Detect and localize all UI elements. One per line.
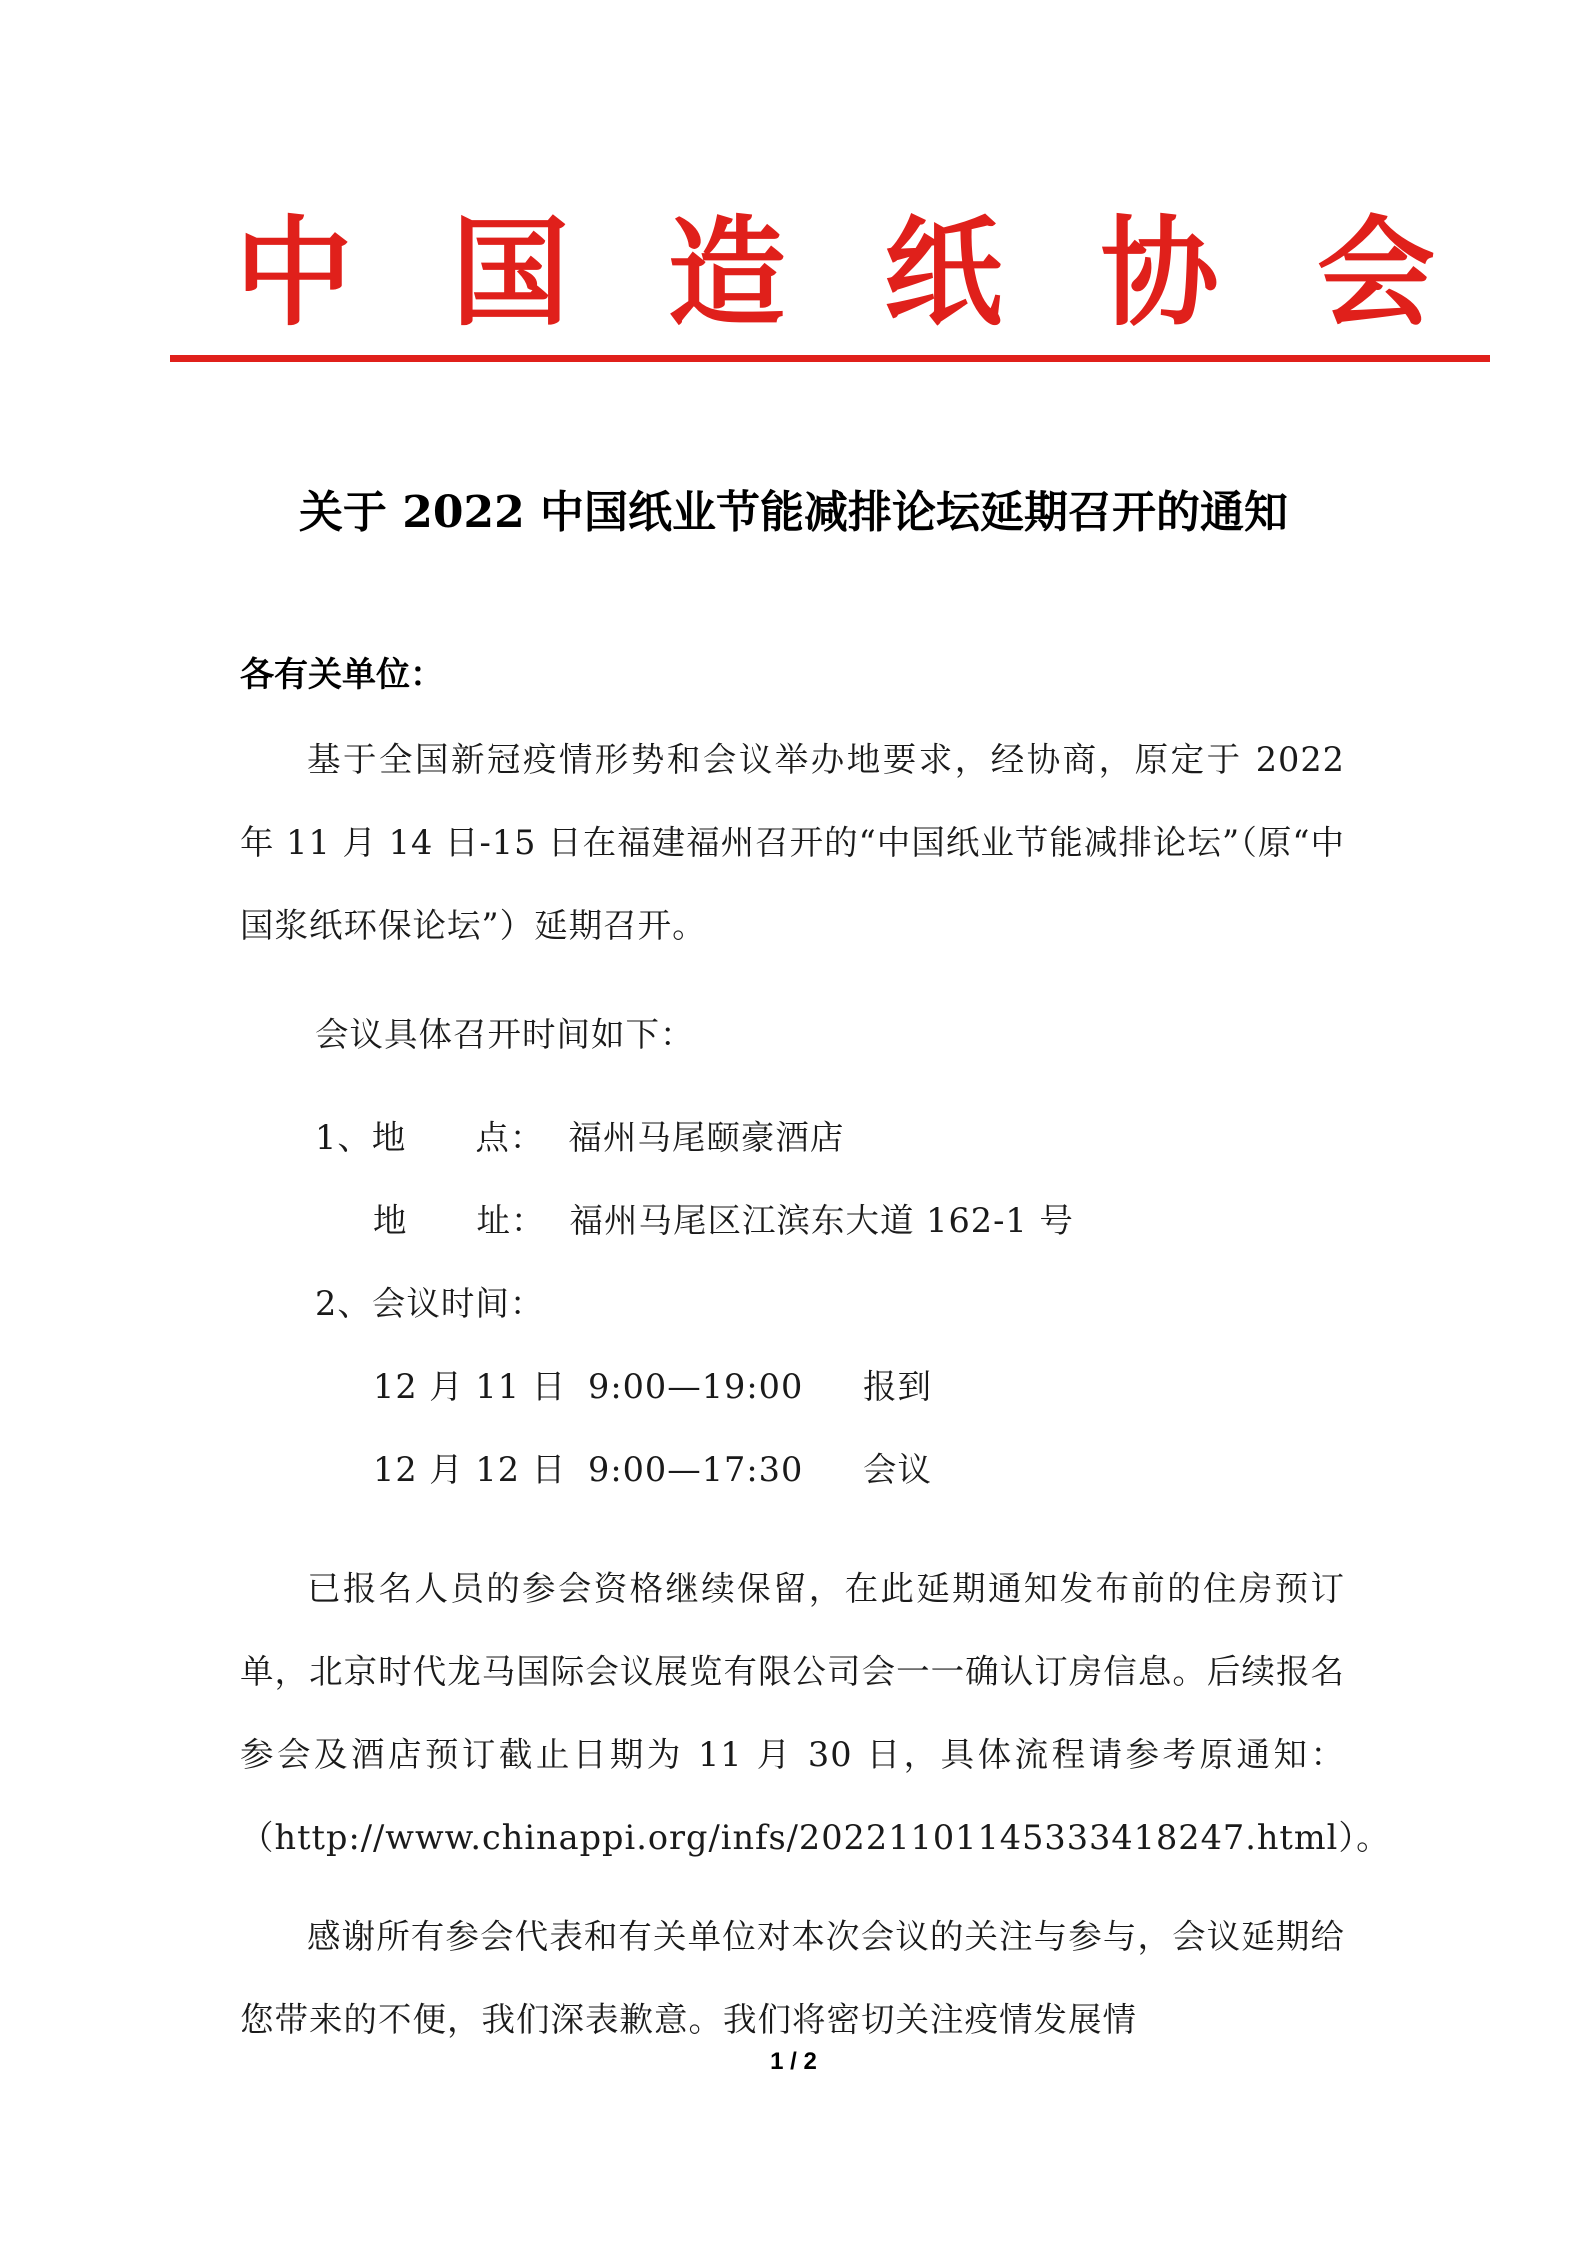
address-value: 福州马尾区江滨东大道 162-1 号 — [569, 1201, 1074, 1240]
schedule-row — [373, 1362, 932, 1412]
paragraph-postponement: 基于全国新冠疫情形势和会议举办地要求，经协商，原定于 2022 年 11 月 14 日-15 日在福建福州召开的“中国纸业节能减排论坛”（原“中国浆纸环保论坛”）延期召开。 — [240, 740, 1345, 945]
paragraph-apology: 感谢所有参会代表和有关单位对本次会议的关注与参与，会议延期给您带来的不便，我们深表歉意。我们将密切关注疫情发展情 — [240, 1917, 1345, 2039]
meeting-time-label: 会议时间： — [371, 1284, 545, 1323]
address-label: 地 址： — [373, 1201, 546, 1240]
meeting-time-line — [315, 1279, 544, 1329]
venue-label: 地 点： — [371, 1118, 545, 1157]
paragraph-registration: 已报名人员的参会资格继续保留，在此延期通知发布前的住房预订单，北京时代龙马国际会议展览有限公司会一一确认订房信息。后续报名参会及酒店预订截止日期为 11 月 30 日，具体流程请参考原通知：（http://www.chinappi.org/infs/20221101145333418247.html）。 — [240, 1569, 1391, 1857]
letterhead-char: 会 — [1316, 203, 1435, 342]
item-number: 2、 — [315, 1284, 372, 1323]
page-number: 1 / 2 — [770, 2048, 817, 2075]
item-number: 1、 — [315, 1118, 372, 1157]
schedule-intro: 会议具体召开时间如下： — [315, 1015, 695, 1054]
venue-value: 福州马尾颐豪酒店 — [568, 1118, 845, 1157]
schedule-event: 会议 — [863, 1450, 932, 1489]
address-line — [373, 1196, 1074, 1246]
letterhead — [235, 203, 1435, 342]
schedule-date: 12 月 11 日 — [373, 1367, 567, 1406]
letterhead-char: 国 — [451, 203, 570, 342]
letterhead-char: 造 — [667, 203, 786, 342]
salutation: 各有关单位： — [240, 655, 444, 695]
letterhead-char: 协 — [1100, 203, 1219, 342]
letterhead-divider — [170, 355, 1490, 362]
letterhead-char: 中 — [235, 203, 354, 342]
document-title: 关于 2022 中国纸业节能减排论坛延期召开的通知 — [298, 487, 1289, 538]
venue-line — [315, 1113, 844, 1163]
schedule-event: 报到 — [863, 1367, 932, 1406]
schedule-time: 9:00—19:00 — [588, 1367, 804, 1406]
schedule-date: 12 月 12 日 — [373, 1450, 567, 1489]
schedule-row — [373, 1445, 932, 1495]
schedule-time: 9:00—17:30 — [588, 1450, 804, 1489]
letterhead-char: 纸 — [884, 203, 1003, 342]
